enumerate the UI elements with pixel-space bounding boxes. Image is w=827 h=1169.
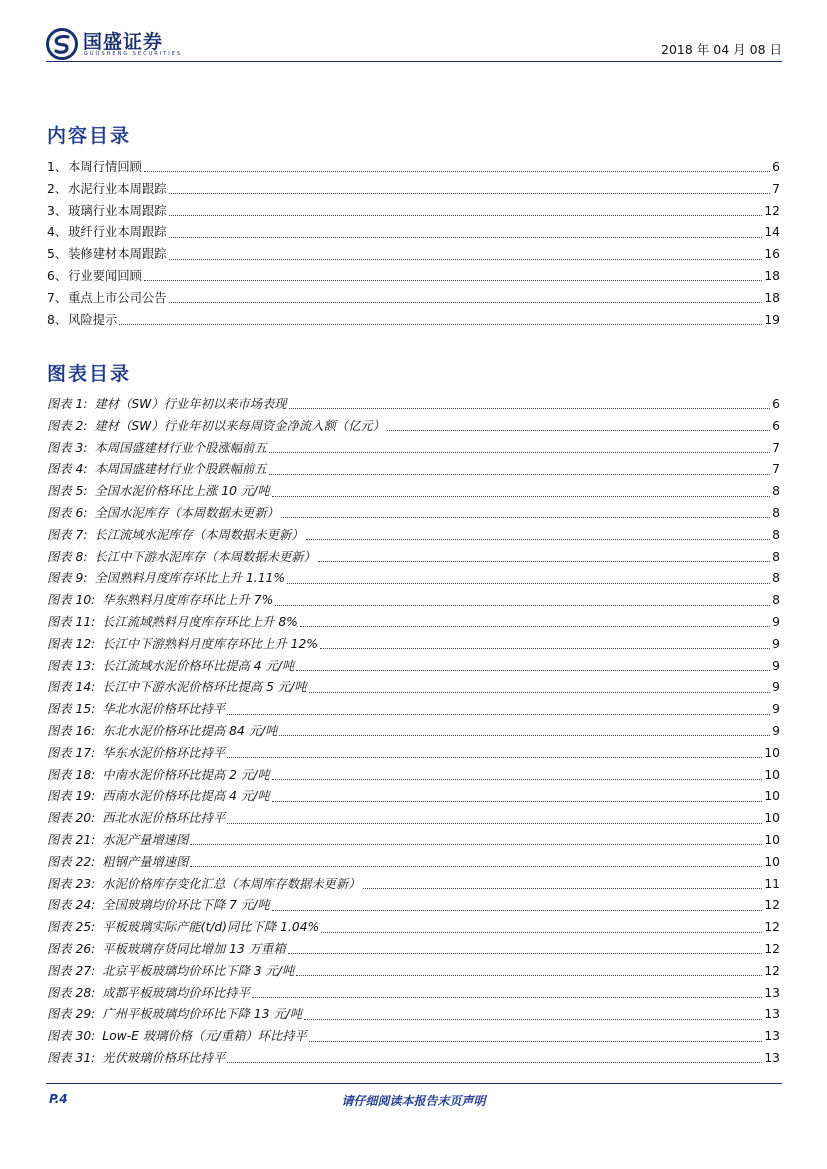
- dot-leader: [169, 193, 771, 194]
- contents-item[interactable]: [47, 157, 780, 179]
- figure-item-page: 7: [772, 462, 780, 477]
- figure-item-page: 13: [764, 985, 780, 1000]
- figure-item-title: [47, 481, 270, 503]
- dot-leader: [227, 757, 762, 758]
- figure-item-number: 图表 31:: [47, 1050, 96, 1065]
- figure-item-text: 本周国盛建材行业个股跌幅前五: [94, 462, 267, 477]
- figure-item-page: 7: [772, 440, 780, 455]
- figure-item[interactable]: [47, 939, 780, 961]
- dot-leader: [306, 539, 771, 540]
- figure-item-text: 水泥产量增速图: [102, 832, 189, 847]
- figure-item-title: [47, 1004, 302, 1026]
- figure-item-text: 全国玻璃均价环比下降 7 元/吨: [102, 898, 270, 913]
- figure-item-number: 图表 15:: [47, 702, 96, 717]
- contents-item-number: 2、: [47, 181, 68, 196]
- dot-leader: [227, 1062, 762, 1063]
- figure-item-page: 9: [772, 702, 780, 717]
- contents-item-number: 8、: [47, 312, 68, 327]
- figure-item-number: 图表 13:: [47, 658, 96, 673]
- contents-item-text: 水泥行业本周跟踪: [68, 181, 167, 196]
- figure-item-title: [47, 547, 316, 569]
- contents-item-text: 装修建材本周跟踪: [68, 247, 167, 262]
- figure-item-title: [47, 590, 273, 612]
- contents-item-title: [47, 266, 142, 288]
- dot-leader: [275, 605, 770, 606]
- figure-item-number: 图表 19:: [47, 789, 96, 804]
- dot-leader: [169, 237, 763, 238]
- figure-item-title: [47, 416, 385, 438]
- contents-item-page: 12: [764, 203, 780, 218]
- figure-item-title: [47, 721, 277, 743]
- figure-item-title: [47, 525, 304, 547]
- figure-item-number: 图表 14:: [47, 680, 96, 695]
- figure-item[interactable]: [47, 459, 780, 481]
- figure-item[interactable]: [47, 656, 780, 678]
- figure-item[interactable]: [47, 394, 780, 416]
- dot-leader: [227, 714, 770, 715]
- figure-item-number: 图表 16:: [47, 723, 96, 738]
- dot-leader: [272, 496, 771, 497]
- figure-item-title: [47, 786, 270, 808]
- figure-item-title: [47, 634, 318, 656]
- dot-leader: [169, 302, 763, 303]
- figure-item[interactable]: [47, 852, 780, 874]
- figure-item[interactable]: [47, 481, 780, 503]
- figure-item-text: 广州平板玻璃均价环比下降 13 元/吨: [102, 1007, 303, 1022]
- figure-item-title: [47, 808, 225, 830]
- contents-item-number: 7、: [47, 290, 68, 305]
- brand-name-en: GUOSHENG SECURITIES: [84, 51, 183, 57]
- footer-disclaimer: 请仔细阅读本报告末页声明: [341, 1094, 486, 1108]
- logo-mark-icon: [46, 28, 78, 60]
- brand-name: 国盛证券: [83, 31, 164, 53]
- figure-item[interactable]: [47, 503, 780, 525]
- figure-item-number: 图表 17:: [47, 745, 96, 760]
- figure-item[interactable]: [47, 1026, 780, 1048]
- contents-item-title: [47, 157, 142, 179]
- figure-item[interactable]: [47, 874, 780, 896]
- figure-item-text: 平板玻璃实际产能(t/d)同比下降 1.04%: [102, 920, 320, 935]
- figure-item-page: 9: [772, 614, 780, 629]
- figure-item-number: 图表 28:: [47, 985, 96, 1000]
- figure-item-number: 图表 23:: [47, 876, 96, 891]
- figure-item-text: 长江中下游熟料月度库存环比上升 12%: [102, 636, 318, 651]
- figure-item[interactable]: [47, 1004, 780, 1026]
- dot-leader: [119, 324, 762, 325]
- figure-item[interactable]: [47, 961, 780, 983]
- figure-item-text: 长江中下游水泥库存（本周数据未更新）: [94, 549, 316, 564]
- dot-leader: [288, 953, 763, 954]
- contents-item-number: 1、: [47, 160, 68, 174]
- dot-leader: [289, 408, 771, 409]
- figure-item-page: 12: [764, 898, 780, 913]
- contents-item-number: 4、: [47, 225, 68, 240]
- figure-item-title: [47, 568, 285, 590]
- figure-item[interactable]: [47, 568, 780, 590]
- figure-item-text: 水泥价格库存变化汇总（本周库存数据未更新）: [102, 876, 361, 891]
- figure-item-text: 粗钢产量增速图: [102, 854, 189, 869]
- dot-leader: [300, 626, 770, 627]
- figure-item-text: 建材（SW）行业年初以来每周资金净流入额（亿元）: [94, 418, 385, 433]
- figure-item-title: [47, 983, 250, 1005]
- dot-leader: [321, 932, 762, 933]
- header-divider: [46, 61, 782, 62]
- figure-item-text: 西北水泥价格环比持平: [102, 811, 226, 826]
- contents-item-page: 14: [764, 225, 780, 240]
- figure-item[interactable]: [47, 830, 780, 852]
- page-number: P.4: [49, 1092, 68, 1106]
- figure-item-text: 平板玻璃存货同比增加 13 万重箱: [102, 941, 286, 956]
- contents-item-text: 玻纤行业本周跟踪: [68, 225, 167, 240]
- figure-item-page: 8: [772, 505, 780, 520]
- contents-list: [47, 157, 780, 331]
- dot-leader: [272, 801, 763, 802]
- contents-item[interactable]: [47, 244, 780, 266]
- contents-item-text: 玻璃行业本周跟踪: [68, 203, 167, 218]
- contents-item-text: 行业要闻回顾: [68, 268, 142, 283]
- figure-item-title: [47, 1048, 225, 1070]
- figure-item-page: 13: [764, 1029, 780, 1044]
- dot-leader: [281, 517, 770, 518]
- figure-item-page: 8: [772, 527, 780, 542]
- figure-item-title: [47, 939, 286, 961]
- figure-item-title: [47, 677, 307, 699]
- figure-item-number: 图表 8:: [47, 549, 88, 564]
- figure-item-number: 图表 29:: [47, 1007, 96, 1022]
- dot-leader: [296, 670, 770, 671]
- figure-item[interactable]: [47, 416, 780, 438]
- dot-leader: [318, 561, 770, 562]
- figure-item-number: 图表 4:: [47, 462, 88, 477]
- dot-leader: [363, 888, 763, 889]
- figure-item-page: 12: [764, 920, 780, 935]
- dot-leader: [296, 975, 762, 976]
- figure-item-title: [47, 1026, 307, 1048]
- figure-item-text: 本周国盛建材行业个股涨幅前五: [94, 440, 267, 455]
- contents-item[interactable]: [47, 179, 780, 201]
- figure-item-page: 8: [772, 593, 780, 608]
- figure-item-text: 全国水泥库存（本周数据未更新）: [94, 505, 279, 520]
- figure-item[interactable]: [47, 438, 780, 460]
- dot-leader: [309, 692, 771, 693]
- figure-item-number: 图表 2:: [47, 418, 88, 433]
- contents-item-number: 3、: [47, 203, 68, 218]
- figure-item-title: [47, 503, 279, 525]
- figure-item-number: 图表 18:: [47, 767, 96, 782]
- figure-item-page: 11: [764, 876, 780, 891]
- figure-item-page: 8: [772, 549, 780, 564]
- figure-item[interactable]: [47, 1048, 780, 1070]
- figure-item[interactable]: [47, 699, 780, 721]
- figure-item[interactable]: [47, 677, 780, 699]
- figure-item-number: 图表 1:: [47, 397, 88, 411]
- figure-item-title: [47, 852, 188, 874]
- figure-item-text: 光伏玻璃价格环比持平: [102, 1050, 226, 1065]
- figure-item-title: [47, 765, 270, 787]
- figure-item-title: [47, 961, 294, 983]
- dot-leader: [304, 1019, 762, 1020]
- figure-item-number: 图表 26:: [47, 941, 96, 956]
- figure-item-page: 12: [764, 941, 780, 956]
- dot-leader: [252, 997, 762, 998]
- figure-item-page: 6: [772, 418, 780, 433]
- contents-item-title: [47, 288, 167, 310]
- figure-item-page: 8: [772, 484, 780, 499]
- figure-item-text: 全国熟料月度库存环比上升 1.11%: [94, 571, 286, 586]
- figure-item-text: 成都平板玻璃均价环比持平: [102, 985, 250, 1000]
- figure-item-number: 图表 5:: [47, 484, 88, 499]
- figure-item-title: [47, 743, 225, 765]
- contents-item-page: 7: [772, 181, 780, 196]
- figure-item-title: [47, 917, 319, 939]
- figure-item-page: 10: [764, 854, 780, 869]
- contents-item-title: [47, 201, 167, 223]
- dot-leader: [190, 866, 762, 867]
- figure-item-text: 西南水泥价格环比提高 4 元/吨: [102, 789, 270, 804]
- figure-item-page: 9: [772, 658, 780, 673]
- figure-item-number: 图表 20:: [47, 811, 96, 826]
- figure-item-title: [47, 438, 267, 460]
- dot-leader: [227, 823, 762, 824]
- contents-heading: 内容目录: [47, 125, 132, 147]
- figure-item-page: 10: [764, 811, 780, 826]
- contents-item-text: 风险提示: [68, 312, 118, 327]
- report-date: 2018 年 04 月 08 日: [661, 42, 782, 57]
- figure-item-text: 长江流域水泥价格环比提高 4 元/吨: [102, 658, 295, 673]
- figure-item-title: [47, 612, 298, 634]
- figure-item-text: 长江中下游水泥价格环比提高 5 元/吨: [102, 680, 307, 695]
- dot-leader: [309, 1041, 762, 1042]
- figure-item-title: [47, 895, 270, 917]
- dot-leader: [320, 648, 770, 649]
- contents-item-page: 16: [764, 247, 780, 262]
- figure-item-number: 图表 27:: [47, 963, 96, 978]
- figure-item-page: 9: [772, 723, 780, 738]
- figure-item-text: 建材（SW）行业年初以来市场表现: [94, 397, 287, 411]
- figure-item-number: 图表 7:: [47, 527, 88, 542]
- figure-item-page: 10: [764, 789, 780, 804]
- figure-item-title: [47, 459, 267, 481]
- figure-item[interactable]: [47, 612, 780, 634]
- contents-item-text: 本周行情回顾: [68, 160, 142, 174]
- contents-item[interactable]: [47, 266, 780, 288]
- figure-item-text: 东北水泥价格环比提高 84 元/吨: [102, 723, 278, 738]
- contents-item[interactable]: [47, 310, 780, 332]
- figure-item-number: 图表 9:: [47, 571, 88, 586]
- figure-item-number: 图表 24:: [47, 898, 96, 913]
- figure-item-text: 长江流域熟料月度库存环比上升 8%: [102, 614, 298, 629]
- figure-item-text: 华东熟料月度库存环比上升 7%: [102, 593, 274, 608]
- figure-item-text: Low-E 玻璃价格（元/重箱）环比持平: [102, 1029, 307, 1044]
- dot-leader: [169, 215, 763, 216]
- page-header: [46, 26, 782, 62]
- contents-item-title: [47, 310, 117, 332]
- dot-leader: [279, 735, 770, 736]
- figure-item[interactable]: [47, 983, 780, 1005]
- dot-leader: [387, 430, 770, 431]
- figure-item-page: 9: [772, 636, 780, 651]
- figure-item-number: 图表 21:: [47, 832, 96, 847]
- contents-item-page: 18: [764, 268, 780, 283]
- contents-item-number: 6、: [47, 268, 68, 283]
- figure-item-number: 图表 30:: [47, 1029, 96, 1044]
- contents-item[interactable]: [47, 201, 780, 223]
- dot-leader: [169, 259, 763, 260]
- dot-leader: [287, 583, 770, 584]
- dot-leader: [269, 474, 771, 475]
- contents-item-title: [47, 244, 167, 266]
- footer-divider: [46, 1083, 782, 1084]
- figure-item-page: 9: [772, 680, 780, 695]
- figure-item[interactable]: [47, 765, 780, 787]
- figure-item[interactable]: [47, 786, 780, 808]
- contents-item[interactable]: [47, 222, 780, 244]
- contents-item-page: 18: [764, 290, 780, 305]
- figures-heading: 图表目录: [47, 363, 132, 385]
- figure-item[interactable]: [47, 634, 780, 656]
- figure-item-page: 6: [772, 397, 780, 411]
- contents-item-page: 19: [764, 312, 780, 327]
- figure-item-title: [47, 830, 188, 852]
- figure-item[interactable]: [47, 917, 780, 939]
- figure-item-number: 图表 25:: [47, 920, 96, 935]
- figure-item-number: 图表 3:: [47, 440, 88, 455]
- figure-item-number: 图表 12:: [47, 636, 96, 651]
- figure-item-number: 图表 10:: [47, 593, 96, 608]
- figure-item-title: [47, 874, 361, 896]
- figure-item[interactable]: [47, 590, 780, 612]
- figure-item[interactable]: [47, 808, 780, 830]
- figure-item-text: 全国水泥价格环比上涨 10 元/吨: [94, 484, 270, 499]
- dot-leader: [144, 280, 762, 281]
- figure-item[interactable]: [47, 547, 780, 569]
- figure-item-text: 中南水泥价格环比提高 2 元/吨: [102, 767, 270, 782]
- figure-item-number: 图表 11:: [47, 614, 96, 629]
- figure-item[interactable]: [47, 895, 780, 917]
- figure-item-number: 图表 22:: [47, 854, 96, 869]
- figure-item-text: 长江流域水泥库存（本周数据未更新）: [94, 527, 304, 542]
- dot-leader: [190, 844, 762, 845]
- figure-item-text: 华北水泥价格环比持平: [102, 702, 226, 717]
- figure-item[interactable]: [47, 743, 780, 765]
- contents-item-title: [47, 222, 167, 244]
- dot-leader: [269, 452, 771, 453]
- figure-item-page: 13: [764, 1007, 780, 1022]
- figure-item[interactable]: [47, 721, 780, 743]
- dot-leader: [272, 910, 763, 911]
- figure-item-number: 图表 6:: [47, 505, 88, 520]
- figure-item-title: [47, 699, 225, 721]
- figure-item-page: 10: [764, 832, 780, 847]
- figure-item-page: 10: [764, 745, 780, 760]
- dot-leader: [272, 779, 763, 780]
- figure-item-title: [47, 394, 287, 416]
- dot-leader: [144, 171, 770, 172]
- contents-item-page: 6: [772, 160, 780, 174]
- figure-item-text: 华东水泥价格环比持平: [102, 745, 226, 760]
- contents-item-number: 5、: [47, 247, 68, 262]
- contents-item-text: 重点上市公司公告: [68, 290, 167, 305]
- figure-item[interactable]: [47, 525, 780, 547]
- figures-list: [47, 394, 780, 1070]
- figure-item-page: 10: [764, 767, 780, 782]
- contents-item[interactable]: [47, 288, 780, 310]
- figure-item-page: 8: [772, 571, 780, 586]
- figure-item-text: 北京平板玻璃均价环比下降 3 元/吨: [102, 963, 295, 978]
- figure-item-page: 12: [764, 963, 780, 978]
- contents-item-title: [47, 179, 167, 201]
- figure-item-title: [47, 656, 294, 678]
- figure-item-page: 13: [764, 1050, 780, 1065]
